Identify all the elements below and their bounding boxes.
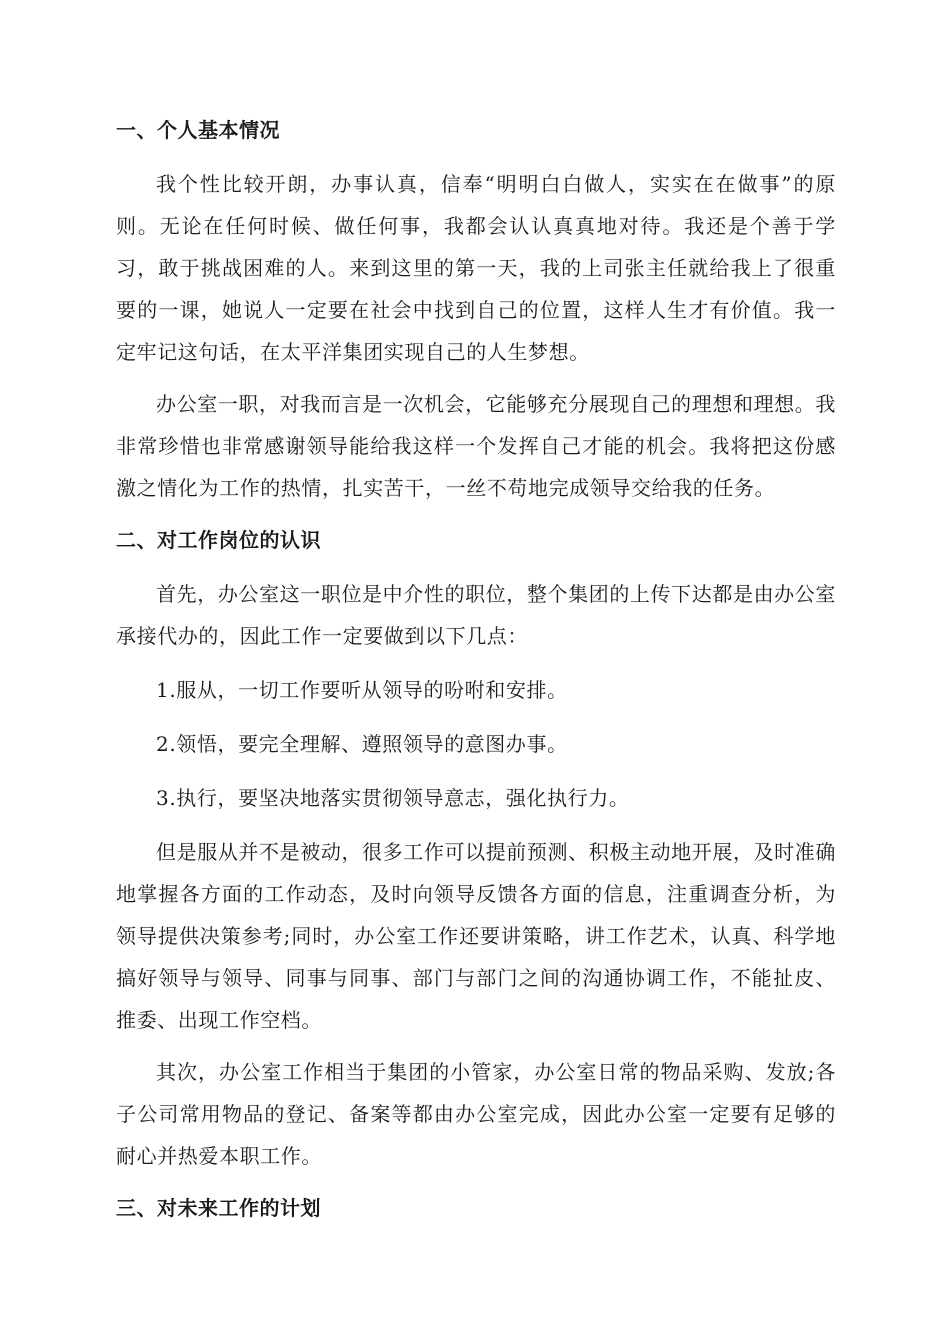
list-item-execute: 3.执行，要坚决地落实贯彻领导意志，强化执行力。: [156, 786, 630, 810]
paragraph-position-1: 但是服从并不是被动，很多工作可以提前预测、积极主动地开展，及时准确地掌握各方面的工作动态，及时向领导反馈各方面的信息，注重调查分析，为领导提供决策参考;同时，办公室工作还要讲策略，讲工作艺术，认真、科学地搞好领导与领导、同事与同事、部门与部门之间的沟通协调工作，不能扯皮、推委、出现工作空档。: [116, 840, 836, 1032]
paragraph-personal-2: 办公室一职，对我而言是一次机会，它能够充分展现自己的理想和理想。我非常珍惜也非常感谢领导能给我这样一个发挥自己才能的机会。我将把这份感激之情化为工作的热情，扎实苦干，一丝不苟地完成领导交给我的任务。: [116, 392, 836, 500]
section-heading-personal: 一、个人基本情况: [116, 118, 280, 142]
section-heading-position: 二、对工作岗位的认识: [116, 528, 321, 552]
paragraph-personal-1: 我个性比较开朗，办事认真，信奉“明明白白做人，实实在在做事”的原则。无论在任何时候、做任何事，我都会认认真真地对待。我还是个善于学习，敢于挑战困难的人。来到这里的第一天，我的上司张主任就给我上了很重要的一课，她说人一定要在社会中找到自己的位置，这样人生才有价值。我一定牢记这句话，在太平洋集团实现自己的人生梦想。: [116, 172, 836, 364]
document-page: [116, 113, 836, 1241]
list-item-obey: 1.服从，一切工作要听从领导的吩咐和安排。: [156, 678, 568, 702]
paragraph-position-2: 其次，办公室工作相当于集团的小管家，办公室日常的物品采购、发放;各子公司常用物品的登记、备案等都由办公室完成，因此办公室一定要有足够的耐心并热爱本职工作。: [116, 1060, 836, 1168]
paragraph-position-intro: 首先，办公室这一职位是中介性的职位，整个集团的上传下达都是由办公室承接代办的，因此工作一定要做到以下几点：: [116, 582, 836, 648]
section-heading-plan: 三、对未来工作的计划: [116, 1196, 321, 1220]
list-item-understand: 2.领悟，要完全理解、遵照领导的意图办事。: [156, 732, 568, 756]
